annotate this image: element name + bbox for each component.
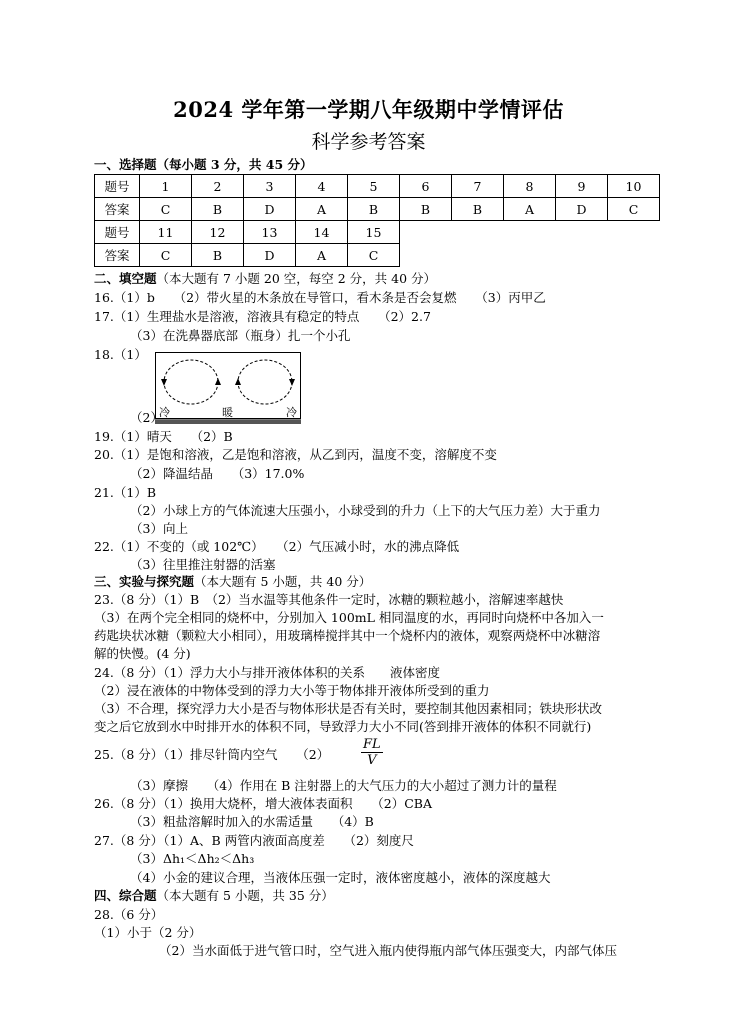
table-cell: 3: [244, 175, 296, 198]
table-cell: 12: [192, 221, 244, 244]
table-cell: D: [244, 244, 296, 267]
table-cell: 11: [140, 221, 192, 244]
table-cell: 13: [244, 221, 296, 244]
label-cold-right: 冷: [286, 406, 297, 419]
section-heading: 四、综合题: [94, 888, 157, 903]
section-3-heading: [94, 573, 371, 591]
answer-22-b: （3）往里推注射器的活塞: [130, 557, 276, 572]
formula-fraction: [361, 737, 383, 768]
table-cell: 15: [348, 221, 400, 244]
section-2-heading: [94, 270, 436, 288]
answer-28-c: （2）当水面低于进气管口时，空气进入瓶内使得瓶内部气体压强变大，内部气体压: [159, 943, 617, 958]
section-4-heading: [94, 887, 334, 905]
answer-23-b: （3）在两个完全相同的烧杯中，分别加入 100mL 相同温度的水，再同时向烧杯中各加入一: [94, 610, 604, 625]
section-note: （每小题 3 分，共 45 分）: [156, 157, 313, 172]
row-label: 题号: [95, 175, 140, 198]
table-cell: 6: [400, 175, 452, 198]
answer-18-a: 18.（1）: [94, 347, 147, 362]
table-cell: A: [296, 198, 348, 221]
answer-table: [94, 174, 660, 267]
answer-23-d: 解的快慢。(4 分): [94, 646, 191, 661]
section-note: （本大题有 5 小题，共 35 分）: [156, 888, 334, 903]
section-heading: 三、实验与探究题: [94, 574, 195, 589]
page-subtitle: 科学参考答案: [311, 131, 426, 153]
table-row-q1: [95, 175, 660, 198]
answer-20-a: 20.（1）是饱和溶液，乙是饱和溶液，从乙到丙，温度不变，溶解度不变: [94, 447, 497, 462]
answer-27-c: （4）小金的建议合理，当液体压强一定时，液体密度越小，液体的深度越大: [130, 870, 551, 885]
table-cell: 8: [504, 175, 556, 198]
table-cell: A: [296, 244, 348, 267]
answer-24-b: （2）浸在液体的中物体受到的浮力大小等于物体排开液体所受到的重力: [94, 683, 490, 698]
section-heading: 二、填空题: [94, 271, 157, 286]
answer-17-a: 17.（1）生理盐水是溶液，溶液具有稳定的特点 （2）2.7: [94, 309, 431, 324]
answer-21-b: （2）小球上方的气体流速大压强小，小球受到的升力（上下的大气压力差）大于重力: [130, 503, 601, 518]
table-cell: B: [348, 198, 400, 221]
section-note: （本大题有 7 小题 20 空，每空 2 分，共 40 分）: [156, 271, 437, 286]
answer-25-a: 25.（8 分）（1）排尽针筒内空气 （2）: [94, 747, 330, 762]
section-note: （本大题有 5 小题，共 40 分）: [194, 574, 372, 589]
answer-17-b: （3）在洗鼻器底部（瓶身）扎一个小孔: [130, 328, 351, 343]
answer-25-b: （3）摩擦 （4）作用在 B 注射器上的大气压力的大小超过了测力计的量程: [130, 778, 557, 793]
table-cell: B: [400, 198, 452, 221]
section-heading: 一、选择题: [94, 157, 157, 172]
section-1-heading: [94, 156, 313, 174]
answer-23-a: 23.（8 分）（1）B （2）当水温等其他条件一定时，冰糖的颗粒越小，溶解速率越快: [94, 592, 564, 607]
table-cell: A: [504, 198, 556, 221]
row-label: 题号: [95, 221, 140, 244]
row-label: 答案: [95, 244, 140, 267]
answer-26-b: （3）粗盐溶解时加入的水需适量 （4）B: [130, 814, 374, 829]
answer-24-c: （3）不合理，探究浮力大小是否与物体形状是否有关时，要控制其他因素相同；铁块形状改: [94, 701, 602, 716]
table-cell: 14: [296, 221, 348, 244]
table-cell: 2: [192, 175, 244, 198]
answer-24-a: 24.（8 分）（1）浮力大小与排开液体体积的关系 液体密度: [94, 665, 441, 680]
table-cell: 10: [608, 175, 660, 198]
answer-24-d: 变之后它放到水中时排开水的体积不同，导致浮力大小不同(答到排开液体的体积不同就行): [94, 719, 592, 734]
answer-23-c: 药匙块状冰糖（颗粒大小相同），用玻璃棒搅拌其中一个烧杯内的液体，观察两烧杯中冰糖溶: [94, 628, 601, 643]
table-cell: B: [192, 244, 244, 267]
answer-27-b: （3）Δh₁＜Δh₂＜Δh₃: [130, 851, 255, 866]
answer-16: 16.（1）b （2）带火星的木条放在导管口，看木条是否会复燃 （3）丙甲乙: [94, 290, 546, 305]
table-cell: 5: [348, 175, 400, 198]
answer-28-a: 28.（6 分）: [94, 907, 164, 922]
answer-26-a: 26.（8 分）（1）换用大烧杯，增大液体表面积 （2）CBA: [94, 796, 432, 811]
fraction-numerator: FL: [363, 737, 381, 752]
table-cell: 7: [452, 175, 504, 198]
table-cell: B: [192, 198, 244, 221]
label-cold-left: 冷: [159, 406, 170, 419]
convection-diagram: [155, 352, 301, 424]
answer-27-a: 27.（8 分）（1）A、B 两管内液面高度差 （2）刻度尺: [94, 833, 414, 848]
answer-28-b: （1）小于（2 分）: [94, 925, 202, 940]
answer-22-a: 22.（1）不变的（或 102℃） （2）气压减小时，水的沸点降低: [94, 539, 460, 554]
answer-21-a: 21.（1）B: [94, 485, 157, 500]
table-cell: B: [452, 198, 504, 221]
table-row-a2: [95, 244, 660, 267]
answer-19: 19.（1）晴天 （2）B: [94, 429, 233, 444]
page-title: 2024 学年第一学期八年级期中学情评估: [173, 97, 564, 122]
table-row-q2: [95, 221, 660, 244]
table-cell: 4: [296, 175, 348, 198]
fraction-denominator: V: [367, 753, 377, 768]
answer-20-b: （2）降温结晶 （3）17.0%: [130, 466, 305, 481]
answer-18-b: （2）: [130, 410, 163, 425]
table-cell: C: [140, 244, 192, 267]
table-cell: D: [556, 198, 608, 221]
table-cell: 9: [556, 175, 608, 198]
table-cell: C: [608, 198, 660, 221]
table-cell: 1: [140, 175, 192, 198]
table-cell: D: [244, 198, 296, 221]
table-cell: C: [140, 198, 192, 221]
label-warm: 暖: [222, 406, 233, 419]
row-label: 答案: [95, 198, 140, 221]
table-row-a1: [95, 198, 660, 221]
table-cell: C: [348, 244, 400, 267]
answer-21-c: （3）向上: [130, 521, 188, 536]
